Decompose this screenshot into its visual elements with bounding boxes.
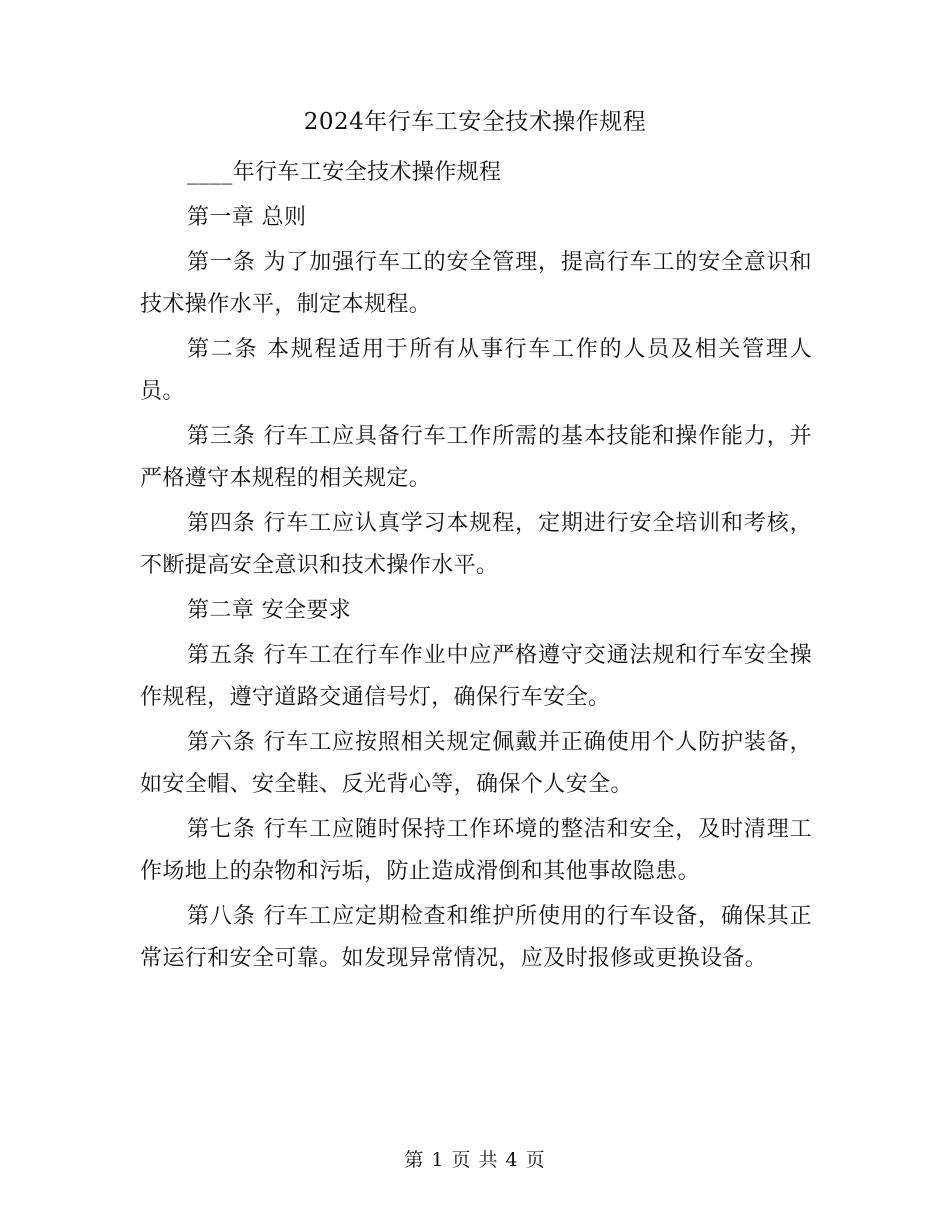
article-paragraph: 第四条 行车工应认真学习本规程，定期进行安全培训和考核，不断提高安全意识和技术操作水平。 — [140, 511, 812, 578]
article-paragraph: 第一条 为了加强行车工的安全管理，提高行车工的安全意识和技术操作水平，制定本规程。 — [140, 250, 812, 317]
article-paragraph: 第五条 行车工在行车作业中应严格遵守交通法规和行车安全操作规程，遵守道路交通信号灯，确保行车安全。 — [140, 643, 812, 710]
page-number-footer: 第 1 页 共 4 页 — [404, 1149, 546, 1171]
document-body — [140, 152, 812, 983]
article-paragraph: 第二条 本规程适用于所有从事行车工作的人员及相关管理人员。 — [140, 337, 812, 404]
document-title: 2024年行车工安全技术操作规程 — [303, 109, 647, 135]
subtitle-paragraph: ____年行车工安全技术操作规程 — [187, 160, 502, 185]
chapter-heading: 第二章 安全要求 — [187, 598, 352, 623]
article-paragraph: 第三条 行车工应具备行车工作所需的基本技能和操作能力，并严格遵守本规程的相关规定。 — [140, 424, 812, 491]
chapter-heading: 第一章 总则 — [187, 205, 307, 230]
article-paragraph: 第六条 行车工应按照相关规定佩戴并正确使用个人防护装备，如安全帽、安全鞋、反光背心等，确保个人安全。 — [140, 730, 812, 797]
article-paragraph: 第八条 行车工应定期检查和维护所使用的行车设备，确保其正常运行和安全可靠。如发现异常情况，应及时报修或更换设备。 — [140, 904, 812, 971]
article-paragraph: 第七条 行车工应随时保持工作环境的整洁和安全，及时清理工作场地上的杂物和污垢，防止造成滑倒和其他事故隐患。 — [140, 817, 812, 884]
